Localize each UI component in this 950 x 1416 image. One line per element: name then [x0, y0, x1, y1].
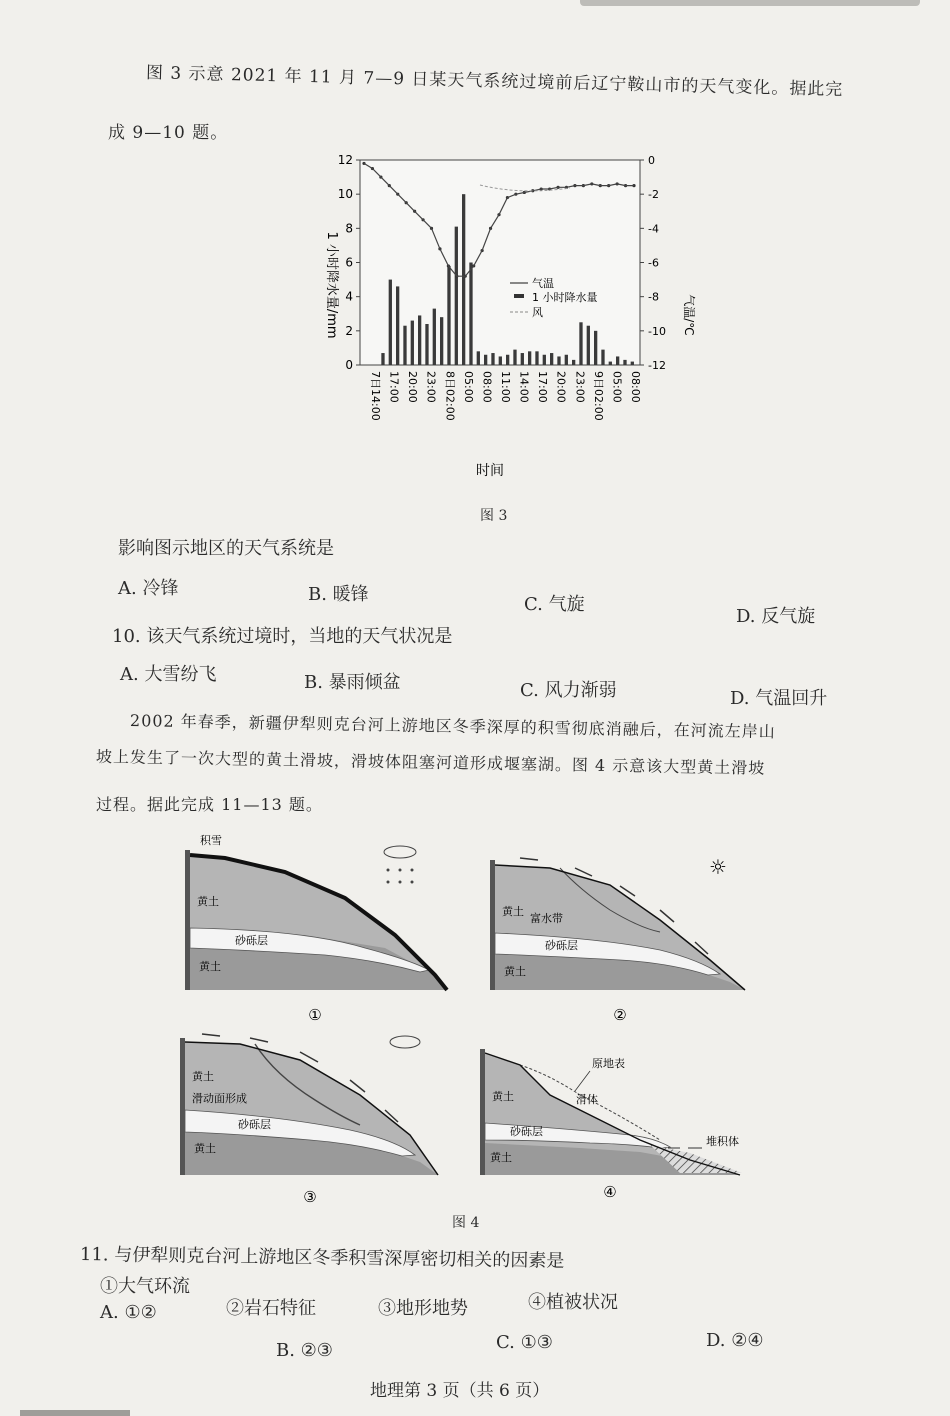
precip-bar [528, 351, 531, 365]
panel4-loess-bot: 黄土 [490, 1151, 512, 1164]
panel3-loess-bot: 黄土 [194, 1142, 216, 1155]
precip-bar [425, 324, 428, 365]
precip-bar [587, 326, 590, 365]
y-axis-right-label: 气温/℃ [682, 294, 696, 336]
x-axis-label: 时间 [476, 463, 504, 479]
panel1-sand: 砂砾层 [235, 934, 268, 947]
y-tick-label: 4 [345, 289, 353, 304]
panel4-deposit: 堆积体 [706, 1135, 739, 1148]
precip-bar [594, 331, 597, 365]
precip-bar [543, 355, 546, 365]
precip-bar [477, 351, 480, 365]
x-tick-label: 7日14:00 [369, 371, 382, 421]
y2-tick-label: -2 [648, 188, 659, 202]
x-tick-label: 20:00 [554, 371, 568, 403]
panel4-surface: 原地表 [592, 1057, 625, 1070]
x-tick-label: 05:00 [461, 371, 475, 403]
page-footer: 地理第 3 页（共 6 页） [370, 1381, 550, 1401]
legend-precip: 1 小时降水量 [532, 291, 598, 304]
panel2-sand: 砂砾层 [545, 939, 578, 952]
precip-bar [579, 322, 582, 365]
panel2-num: ② [613, 1006, 627, 1024]
q10-option-b[interactable]: B. 暴雨倾盆 [304, 672, 401, 693]
panel1-snow: 积雪 [200, 834, 222, 847]
figure-4-panel-3 [180, 1030, 460, 1215]
panel4-forest: 滑体 [576, 1093, 598, 1106]
panel3-slide: 滑动面形成 [192, 1092, 247, 1105]
x-tick-label: 23:00 [424, 371, 438, 403]
sun-icon: ☼ [709, 855, 727, 879]
y-tick-label: 0 [345, 358, 353, 372]
question-11-stem: 11. 与伊犁则克台河上游地区冬季积雪深厚密切相关的因素是 [79, 1244, 565, 1272]
x-tick-label: 8日02:00 [443, 371, 457, 421]
precip-bar [433, 309, 436, 365]
q9-option-c[interactable]: C. 气旋 [524, 594, 585, 615]
panel4-loess-top: 黄土 [492, 1090, 514, 1103]
precip-bar [389, 280, 392, 365]
panel1-loess-top: 黄土 [197, 895, 219, 908]
precip-bar [455, 227, 458, 365]
figure-4-panel-1 [185, 830, 475, 1030]
legend-wind: 风 [532, 306, 543, 319]
panel1-loess-bot: 黄土 [199, 960, 221, 973]
precip-bar [506, 355, 509, 365]
q9-option-a[interactable]: A. 冷锋 [118, 578, 179, 599]
precip-bar [601, 350, 604, 365]
precip-bar [550, 353, 553, 365]
scan-edge-top [580, 0, 920, 6]
x-tick-label: 11:00 [499, 371, 512, 403]
x-tick-label: 9日02:00 [591, 371, 605, 421]
q11-option-a[interactable]: A. ①② [100, 1302, 157, 1323]
intro2-line: 2002 年春季，新疆伊犁则克台河上游地区冬季深厚的积雪彻底消融后，在河流左岸山 [129, 711, 776, 742]
q11-item-2: ②岩石特征 [226, 1298, 316, 1319]
intro-line: 图 3 示意 2021 年 11 月 7—9 日某天气系统过境前后辽宁鞍山市的天气变化。据此完 [145, 63, 844, 101]
precip-bar [396, 286, 399, 365]
plot-area [360, 160, 640, 365]
precip-bar [535, 351, 538, 365]
figure-3-chart [300, 140, 700, 490]
panel4-sand: 砂砾层 [510, 1125, 543, 1138]
precip-bar [565, 355, 568, 365]
precip-bar [631, 362, 634, 365]
panel2-loess-top: 黄土 [502, 905, 524, 918]
y-tick-label: 8 [345, 221, 353, 236]
q10-option-c[interactable]: C. 风力渐弱 [520, 680, 617, 701]
precip-bar [462, 194, 465, 365]
panel2-loess-bot: 黄土 [504, 965, 526, 978]
y-tick-label: 10 [337, 187, 353, 202]
precip-bar [491, 353, 494, 365]
precip-bar [381, 353, 384, 365]
scan-edge-bottom [20, 1410, 130, 1416]
x-tick-label: 20:00 [406, 371, 420, 403]
precip-bar [418, 315, 421, 365]
panel3-num: ③ [303, 1188, 317, 1206]
x-tick-label: 17:00 [387, 371, 401, 403]
y2-tick-label: -4 [648, 222, 659, 236]
precip-bar [623, 360, 626, 365]
precip-bar [572, 360, 575, 365]
x-tick-label: 08:00 [480, 371, 494, 403]
q11-option-b[interactable]: B. ②③ [276, 1340, 333, 1361]
panel2-water: 富水带 [530, 912, 563, 925]
x-tick-label: 14:00 [517, 371, 531, 403]
question-10-stem: 10. 该天气系统过境时，当地的天气状况是 [112, 626, 453, 647]
precip-bar [403, 326, 406, 365]
precip-bar [521, 353, 524, 365]
precip-bar [513, 350, 516, 365]
precip-bar [499, 356, 502, 365]
q11-option-c[interactable]: C. ①③ [496, 1332, 553, 1353]
q11-item-4: ④植被状况 [528, 1292, 618, 1313]
q11-item-3: ③地形地势 [378, 1298, 468, 1319]
x-tick-label: 17:00 [536, 371, 550, 403]
x-tick-label: 05:00 [610, 371, 624, 403]
precip-bar [557, 356, 560, 365]
precip-bar [469, 263, 472, 366]
q11-item-1: ①大气环流 [100, 1276, 190, 1297]
q11-option-d[interactable]: D. ②④ [706, 1330, 764, 1351]
intro-line: 成 9—10 题。 [108, 123, 229, 143]
panel3-loess-top: 黄土 [192, 1070, 214, 1083]
panel3-sand: 砂砾层 [238, 1118, 271, 1131]
question-9-stem: 影响图示地区的天气系统是 [118, 538, 334, 559]
y-tick-label: 2 [345, 323, 353, 338]
q9-option-b[interactable]: B. 暖锋 [308, 584, 369, 605]
y2-tick-label: -10 [648, 324, 666, 338]
precip-bar [411, 321, 414, 365]
cloud-icon [390, 1036, 420, 1048]
intro2-line: 过程。据此完成 11—13 题。 [96, 795, 323, 814]
y2-tick-label: 0 [648, 154, 655, 167]
y2-tick-label: -8 [648, 290, 659, 304]
precip-bar [484, 355, 487, 365]
figure-4-panel-2 [490, 850, 760, 1035]
y-axis-left-label: 1 小时降水量/mm [324, 231, 339, 339]
legend-precip-swatch [514, 294, 524, 298]
panel4-num: ④ [603, 1183, 617, 1201]
figure-4-panel-4 [480, 1045, 755, 1205]
x-tick-label: 08:00 [629, 371, 642, 403]
figure-4-caption: 图 4 [452, 1215, 480, 1231]
intro2-line: 坡上发生了一次大型的黄土滑坡，滑坡体阻塞河道形成堰塞湖。图 4 示意该大型黄土滑坡 [95, 747, 766, 778]
precip-bar [440, 317, 443, 365]
q9-option-d[interactable]: D. 反气旋 [736, 606, 816, 627]
snowflake-icon [387, 869, 414, 884]
y2-tick-label: -12 [648, 359, 666, 372]
q10-option-a[interactable]: A. 大雪纷飞 [120, 664, 217, 685]
precip-bar [447, 266, 450, 365]
figure-3-caption: 图 3 [480, 508, 508, 524]
legend-temp: 气温 [532, 277, 554, 290]
cloud-icon [384, 846, 416, 858]
y-tick-label: 6 [345, 255, 353, 270]
x-tick-label: 23:00 [573, 371, 587, 403]
precip-bar [616, 356, 619, 365]
precip-bar [609, 362, 612, 365]
y2-tick-label: -6 [648, 256, 659, 270]
panel1-num: ① [308, 1006, 322, 1024]
q10-option-d[interactable]: D. 气温回升 [730, 688, 828, 709]
y-tick-label: 12 [337, 153, 353, 167]
